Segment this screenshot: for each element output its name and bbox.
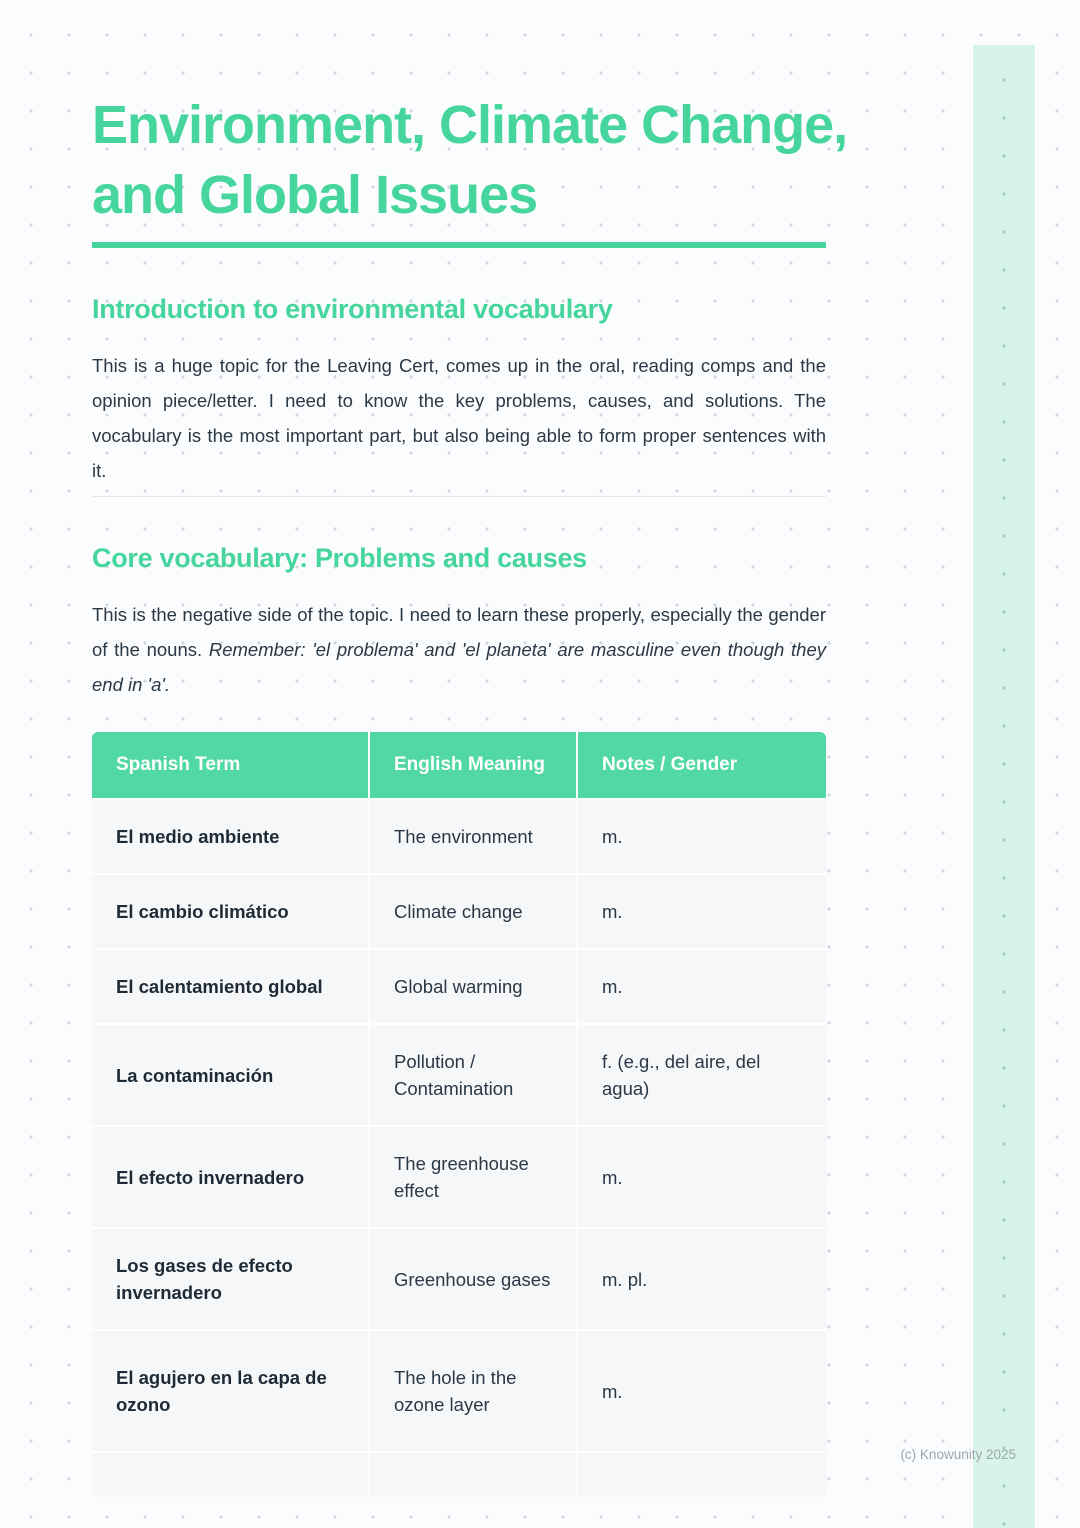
section-divider	[92, 496, 826, 497]
table-cell-partial	[578, 1453, 826, 1497]
intro-paragraph: This is a huge topic for the Leaving Cert, comes up in the oral, reading comps and the opinion piece/letter. I need to know the key problems, causes, and solutions. The vocabulary is the most important part, but also being able to form proper sentences with it.	[92, 355, 826, 481]
section-heading-intro: Introduction to environmental vocabulary	[92, 294, 613, 324]
title-underline-rule	[92, 242, 826, 248]
table-cell-partial	[370, 1453, 576, 1497]
column-header-notes-gender: Notes / Gender	[578, 732, 826, 798]
table-cell-english: The hole in the ozone layer	[370, 1331, 576, 1451]
table-cell-notes: m.	[578, 950, 826, 1023]
page-title	[92, 90, 848, 230]
table-cell-english: Climate change	[370, 875, 576, 948]
core-vocabulary-paragraph	[92, 597, 826, 702]
table-cell-notes: m.	[578, 1127, 826, 1227]
table-cell-spanish: Los gases de efecto invernadero	[92, 1229, 368, 1329]
table-cell-spanish: La contaminación	[92, 1025, 368, 1125]
table-cell-spanish: El medio ambiente	[92, 800, 368, 873]
table-cell-english: Global warming	[370, 950, 576, 1023]
table-cell-english: Greenhouse gases	[370, 1229, 576, 1329]
core-paragraph-normal-text: This is the negative side of the topic. I need to learn these properly, especially the gender of the nouns.	[92, 604, 826, 660]
column-header-english-meaning: English Meaning	[370, 732, 576, 798]
table-cell-spanish: El cambio climático	[92, 875, 368, 948]
table-cell-english: The environment	[370, 800, 576, 873]
column-header-spanish-term: Spanish Term	[92, 732, 368, 798]
table-cell-spanish: El calentamiento global	[92, 950, 368, 1023]
page-title-line-2: and Global Issues	[92, 165, 538, 225]
table-cell-english: The greenhouse effect	[370, 1127, 576, 1227]
content-area	[92, 0, 848, 1497]
table-cell-partial	[92, 1453, 368, 1497]
copyright-watermark: (c) Knowunity 2025	[900, 1447, 1016, 1462]
table-cell-notes: m. pl.	[578, 1229, 826, 1329]
right-accent-band	[973, 45, 1035, 1528]
table-cell-notes: m.	[578, 800, 826, 873]
table-cell-notes: m.	[578, 875, 826, 948]
section-heading-core-vocabulary: Core vocabulary: Problems and causes	[92, 543, 587, 573]
table-cell-notes: f. (e.g., del aire, del agua)	[578, 1025, 826, 1125]
core-paragraph-italic-note: Remember: 'el problema' and 'el planeta' are masculine even though they end in 'a'.	[92, 639, 826, 695]
table-cell-spanish: El agujero en la capa de ozono	[92, 1331, 368, 1451]
table-cell-notes: m.	[578, 1331, 826, 1451]
vocabulary-table	[92, 732, 826, 1497]
page-title-line-1: Environment, Climate Change,	[92, 95, 848, 155]
table-cell-spanish: El efecto invernadero	[92, 1127, 368, 1227]
table-cell-english: Pollution / Contamination	[370, 1025, 576, 1125]
